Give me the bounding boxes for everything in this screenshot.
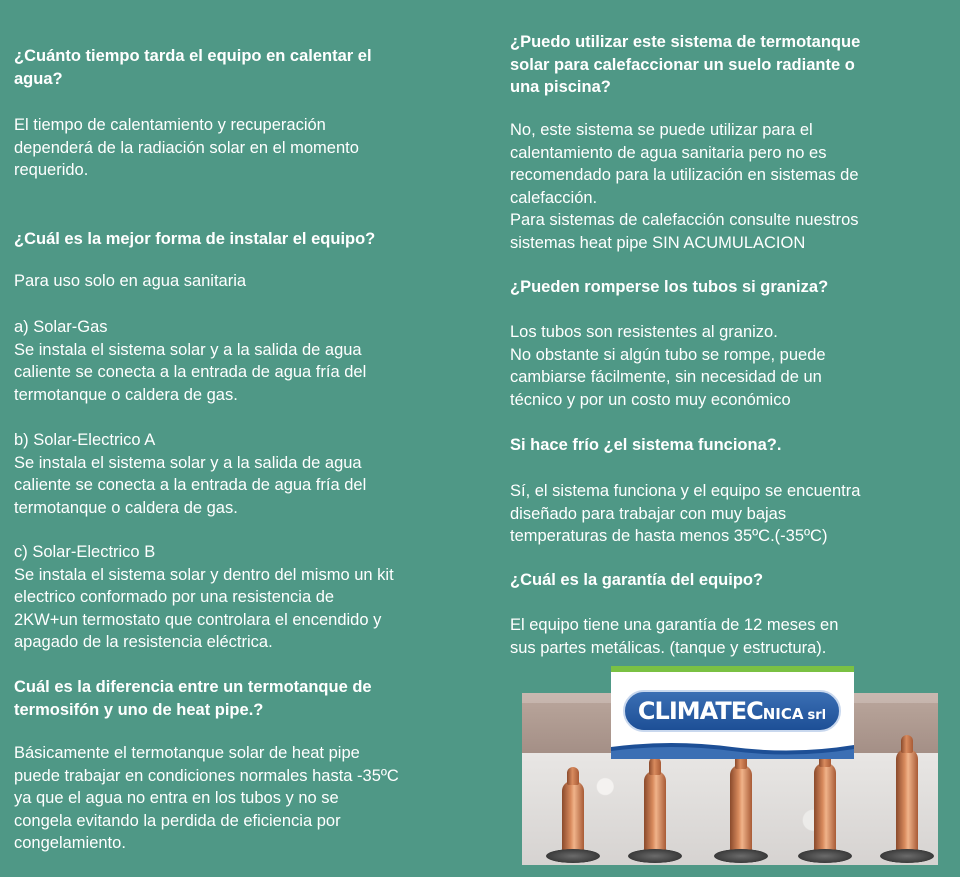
copper-pipe — [814, 763, 836, 853]
text-line: requerido. — [14, 161, 89, 179]
text-line: puede trabajar en condiciones normales hasta -35ºC — [14, 766, 399, 785]
text-line: Si hace frío ¿el sistema funciona?. — [510, 436, 782, 454]
text-line: 2KW+un termostato que controlara el encendido y — [14, 610, 382, 629]
text-line: ya que el agua no entra en los tubos y no se — [14, 789, 339, 807]
text-line: cambiarse fácilmente, sin necesidad de un — [510, 368, 822, 386]
text-line: Básicamente el termotanque solar de heat pipe — [14, 744, 360, 762]
question-cold-weather — [510, 434, 950, 457]
answer-hail — [510, 321, 950, 411]
question-heating-time — [14, 45, 484, 90]
logo-pill — [623, 690, 841, 732]
text-line: ¿Puedo utilizar este sistema de termotanque — [510, 33, 861, 51]
text-line: solar para calefaccionar un suelo radiante o — [510, 55, 855, 74]
text-line: El equipo tiene una garantía de 12 meses en — [510, 616, 839, 634]
logo-text — [638, 697, 826, 725]
answer-installation-intro — [14, 270, 484, 293]
question-warranty — [510, 569, 950, 592]
text-line: una piscina? — [510, 78, 611, 96]
text-line: termotanque o caldera de gas. — [14, 498, 238, 517]
pipe-base — [798, 849, 852, 863]
text-line: temperaturas de hasta menos 35ºC.(-35ºC) — [510, 527, 828, 545]
text-line: No obstante si algún tubo se rompe, puede — [510, 345, 826, 364]
option-solar-electrico-a — [14, 429, 484, 519]
text-line: c) Solar-Electrico B — [14, 543, 156, 561]
text-line: Los tubos son resistentes al granizo. — [510, 323, 778, 341]
text-line: El tiempo de calentamiento y recuperación — [14, 116, 326, 134]
copper-pipe — [730, 765, 752, 853]
text-line: Sí, el sistema funciona y el equipo se encuentra — [510, 482, 861, 500]
text-line: sistemas heat pipe SIN ACUMULACION — [510, 233, 806, 252]
text-line: No, este sistema se puede utilizar para el — [510, 121, 813, 139]
answer-cold-weather — [510, 480, 950, 548]
text-line: termosifón y uno de heat pipe.? — [14, 700, 264, 719]
text-line: caliente se conecta a la entrada de agua fría del — [14, 476, 367, 494]
pipe-base — [880, 849, 934, 863]
text-line: Se instala el sistema solar y dentro del mismo un kit — [14, 565, 394, 584]
text-line: ¿Cuál es la garantía del equipo? — [510, 571, 764, 589]
text-line: agua? — [14, 69, 63, 88]
answer-thermosiphon-vs-heat-pipe — [14, 742, 484, 855]
text-line: Cuál es la diferencia entre un termotanque de — [14, 678, 372, 696]
option-solar-gas — [14, 316, 484, 406]
text-line: dependerá de la radiación solar en el momento — [14, 138, 359, 157]
copper-pipe — [562, 781, 584, 853]
copper-pipe — [644, 771, 666, 853]
logo-main: CLIMATEC — [637, 697, 763, 725]
answer-floor-heating-pool — [510, 119, 950, 254]
logo-small: NICA — [762, 705, 804, 723]
logo-suffix: srl — [807, 708, 827, 723]
text-line: ¿Cuál es la mejor forma de instalar el equipo? — [14, 230, 376, 248]
text-line: b) Solar-Electrico A — [14, 431, 156, 449]
question-hail — [510, 276, 950, 299]
logo-wave-icon — [611, 737, 854, 759]
option-solar-electrico-b — [14, 541, 484, 654]
question-floor-heating-pool — [510, 31, 950, 99]
text-line: sus partes metálicas. (tanque y estructura). — [510, 638, 827, 657]
text-line: congelamiento. — [14, 834, 126, 852]
pipe-base — [546, 849, 600, 863]
text-line: electrico conformado por una resistencia de — [14, 588, 335, 606]
question-best-installation — [14, 228, 484, 251]
text-line: a) Solar-Gas — [14, 318, 108, 336]
question-thermosiphon-vs-heat-pipe — [14, 676, 484, 721]
pipe-base — [714, 849, 768, 863]
text-line: Para sistemas de calefacción consulte nuestros — [510, 211, 859, 229]
text-line: ¿Pueden romperse los tubos si graniza? — [510, 278, 829, 296]
text-line: ¿Cuánto tiempo tarda el equipo en calentar el — [14, 47, 372, 65]
text-line: diseñado para trabajar con muy bajas — [510, 504, 787, 523]
pipe-base — [628, 849, 682, 863]
answer-heating-time — [14, 114, 484, 182]
answer-warranty — [510, 614, 950, 659]
text-line: Se instala el sistema solar y a la salida de agua — [14, 340, 362, 359]
text-line: Se instala el sistema solar y a la salida de agua — [14, 453, 362, 472]
climatecnica-logo — [611, 666, 854, 759]
text-line: termotanque o caldera de gas. — [14, 385, 238, 404]
text-line: calentamiento de agua sanitaria pero no es — [510, 143, 827, 162]
text-line: Para uso solo en agua sanitaria — [14, 272, 247, 290]
text-line: caliente se conecta a la entrada de agua fría del — [14, 363, 367, 381]
text-line: recomendado para la utilización en sistemas de — [510, 166, 859, 184]
text-line: congela evitando la perdida de eficiencia por — [14, 811, 341, 830]
text-line: técnico y por un costo muy económico — [510, 390, 791, 409]
text-line: apagado de la resistencia eléctrica. — [14, 633, 273, 651]
text-line: calefacción. — [510, 188, 598, 207]
copper-pipe — [896, 749, 918, 853]
